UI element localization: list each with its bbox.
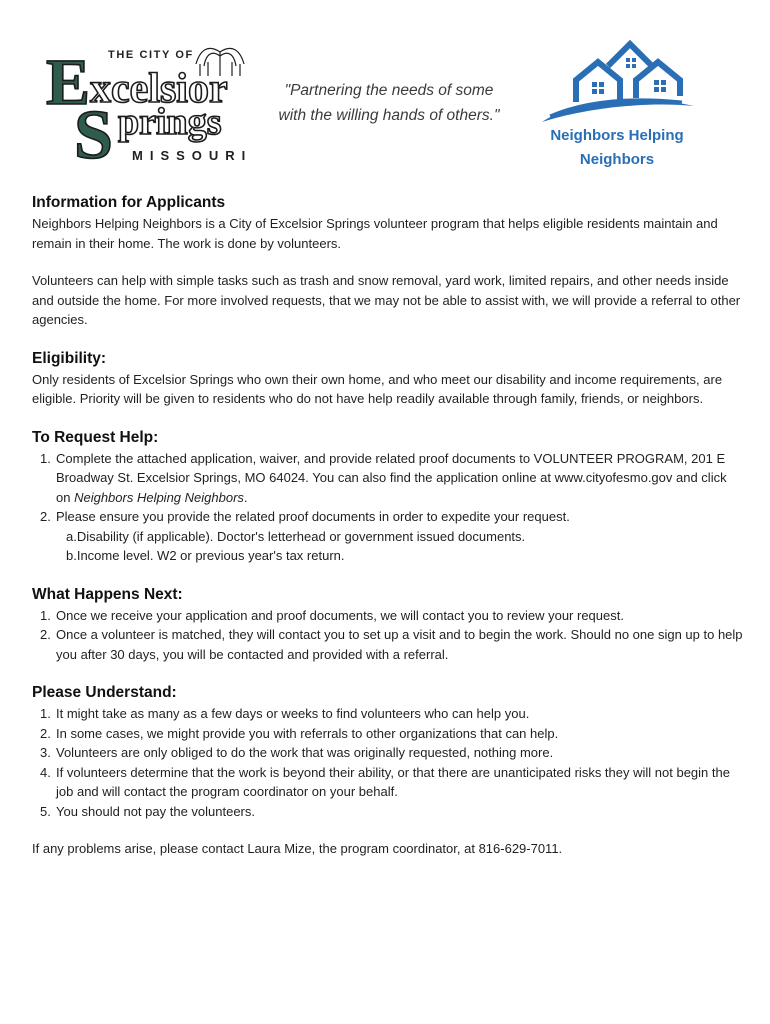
understand-item-text: Volunteers are only obliged to do the work that was originally requested, nothing more.	[56, 745, 554, 760]
list-item: 1. It might take as many as a few days or weeks to find volunteers who can help you.	[40, 706, 530, 721]
the-city-of-text: THE CITY OF	[108, 49, 194, 61]
list-item: 1. Once we receive your application and proof documents, we will contact you to review your request.	[40, 607, 624, 623]
next-heading: What Happens Next:	[32, 585, 183, 603]
info-paragraph-2: Volunteers can help with simple tasks such as trash and snow removal, yard work, limited repairs, and other needs inside and outside the home. For more involved requests, that we may not be able to assist with, we will provide a referral to other agencies.	[32, 273, 741, 327]
nhn-logo-text	[532, 124, 702, 172]
nhn-link-text: Neighbors Helping Neighbors	[74, 489, 244, 505]
sub-item-a-text: Disability (if applicable). Doctor's letterhead or government issued documents.	[76, 528, 526, 544]
next-list	[32, 606, 744, 665]
missouri-text: MISSOURI	[132, 148, 253, 163]
list-item: 2. Please ensure you provide the related proof documents in order to expedite your request.	[40, 509, 570, 524]
list-item: 5. You should not pay the volunteers.	[40, 803, 255, 819]
nhn-line2: Neighbors	[579, 151, 655, 168]
excelsior-text: xcelsior	[90, 66, 228, 112]
city-logo	[44, 38, 264, 164]
sub-list-item: a.Disability (if applicable). Doctor's letterhead or government issued documents.	[66, 528, 526, 544]
houses-icon	[532, 36, 702, 126]
info-heading: Information for Applicants	[32, 194, 226, 211]
understand-item-text: It might take as many as a few days or weeks to find volunteers who can help you.	[56, 706, 530, 721]
eligibility-paragraph: Only residents of Excelsior Springs who own their own home, and who meet our disability and income requirements, are eligible. Priority will be given to residents who do not have help readily available through family, friends, or neighbors.	[32, 371, 723, 406]
contact-paragraph: If any problems arise, please contact Laura Mize, the program coordinator, at 816-629-7011.	[32, 841, 563, 856]
request-sublist	[32, 527, 744, 566]
svg-text:S: S	[74, 97, 113, 164]
request-item-2-text: Please ensure you provide the related proof documents in order to expedite your request.	[56, 509, 570, 524]
next-item-2-text: Once a volunteer is matched, they will contact you to set up a visit and to begin the work. Should no one sign up to help you after 30 days, you will be contacted and provided with a referral.	[56, 627, 743, 662]
program-quote: "Partnering the needs of some with the willing hands of others."	[278, 82, 500, 124]
request-heading: To Request Help:	[32, 428, 159, 446]
sub-item-b-text: Income level. W2 or previous year's tax return.	[76, 548, 345, 563]
request-item-1-end: .	[243, 489, 248, 505]
list-item: 2. In some cases, we might provide you with referrals to other organizations that can help.	[40, 725, 559, 741]
sub-list-item: b.Income level. W2 or previous year's tax return.	[66, 548, 345, 563]
understand-item-text: In some cases, we might provide you with referrals to other organizations that can help.	[56, 725, 559, 741]
understand-item-text: You should not pay the volunteers.	[56, 803, 255, 819]
nhn-logo	[532, 36, 702, 176]
nhn-line1: Neighbors Helping	[550, 127, 684, 144]
main-content	[32, 192, 744, 859]
request-list	[32, 449, 744, 527]
list-item: 3. Volunteers are only obliged to do the work that was originally requested, nothing more.	[40, 745, 554, 760]
springs-text: prings	[118, 101, 222, 143]
eligibility-heading: Eligibility:	[32, 349, 107, 367]
svg-text:E: E	[46, 46, 91, 119]
info-paragraph-1: Neighbors Helping Neighbors is a City of Excelsior Springs volunteer program that helps eligible residents maintain and remain in their home. The work is done by volunteers.	[32, 216, 718, 251]
understand-list	[32, 704, 744, 821]
understand-item-text: If volunteers determine that the work is beyond their ability, or that there are unanticipated risks they will not begin the job and will contact the program coordinator on your behalf.	[56, 764, 730, 799]
list-item: 2. Once a volunteer is matched, they will contact you to set up a visit and to begin the work. Should no one sign up to help you after 30 days, you will be contacted and provided with a referral.	[40, 627, 743, 662]
list-item: 1. Complete the attached application, waiver, and provide related proof documents to VOLUNTEER PROGRAM, 201 E Broadway St. Excelsior Springs, MO 64024. You can also find the application online at www.cityofesmo.gov and click on Neighbors Helping Neighbors.	[40, 450, 727, 505]
request-item-1-text: Complete the attached application, waiver, and provide related proof documents to VOLUNTEER PROGRAM, 201 E Broadway St. Excelsior Springs, MO 64024. You can also find the application online at www.cityofesmo.gov and click on	[56, 450, 727, 505]
understand-heading: Please Understand:	[32, 684, 177, 701]
next-item-1-text: Once we receive your application and proof documents, we will contact you to review your request.	[56, 607, 624, 623]
list-item: 4. If volunteers determine that the work is beyond their ability, or that there are unanticipated risks they will not begin the job and will contact the program coordinator on your behalf.	[40, 764, 730, 799]
